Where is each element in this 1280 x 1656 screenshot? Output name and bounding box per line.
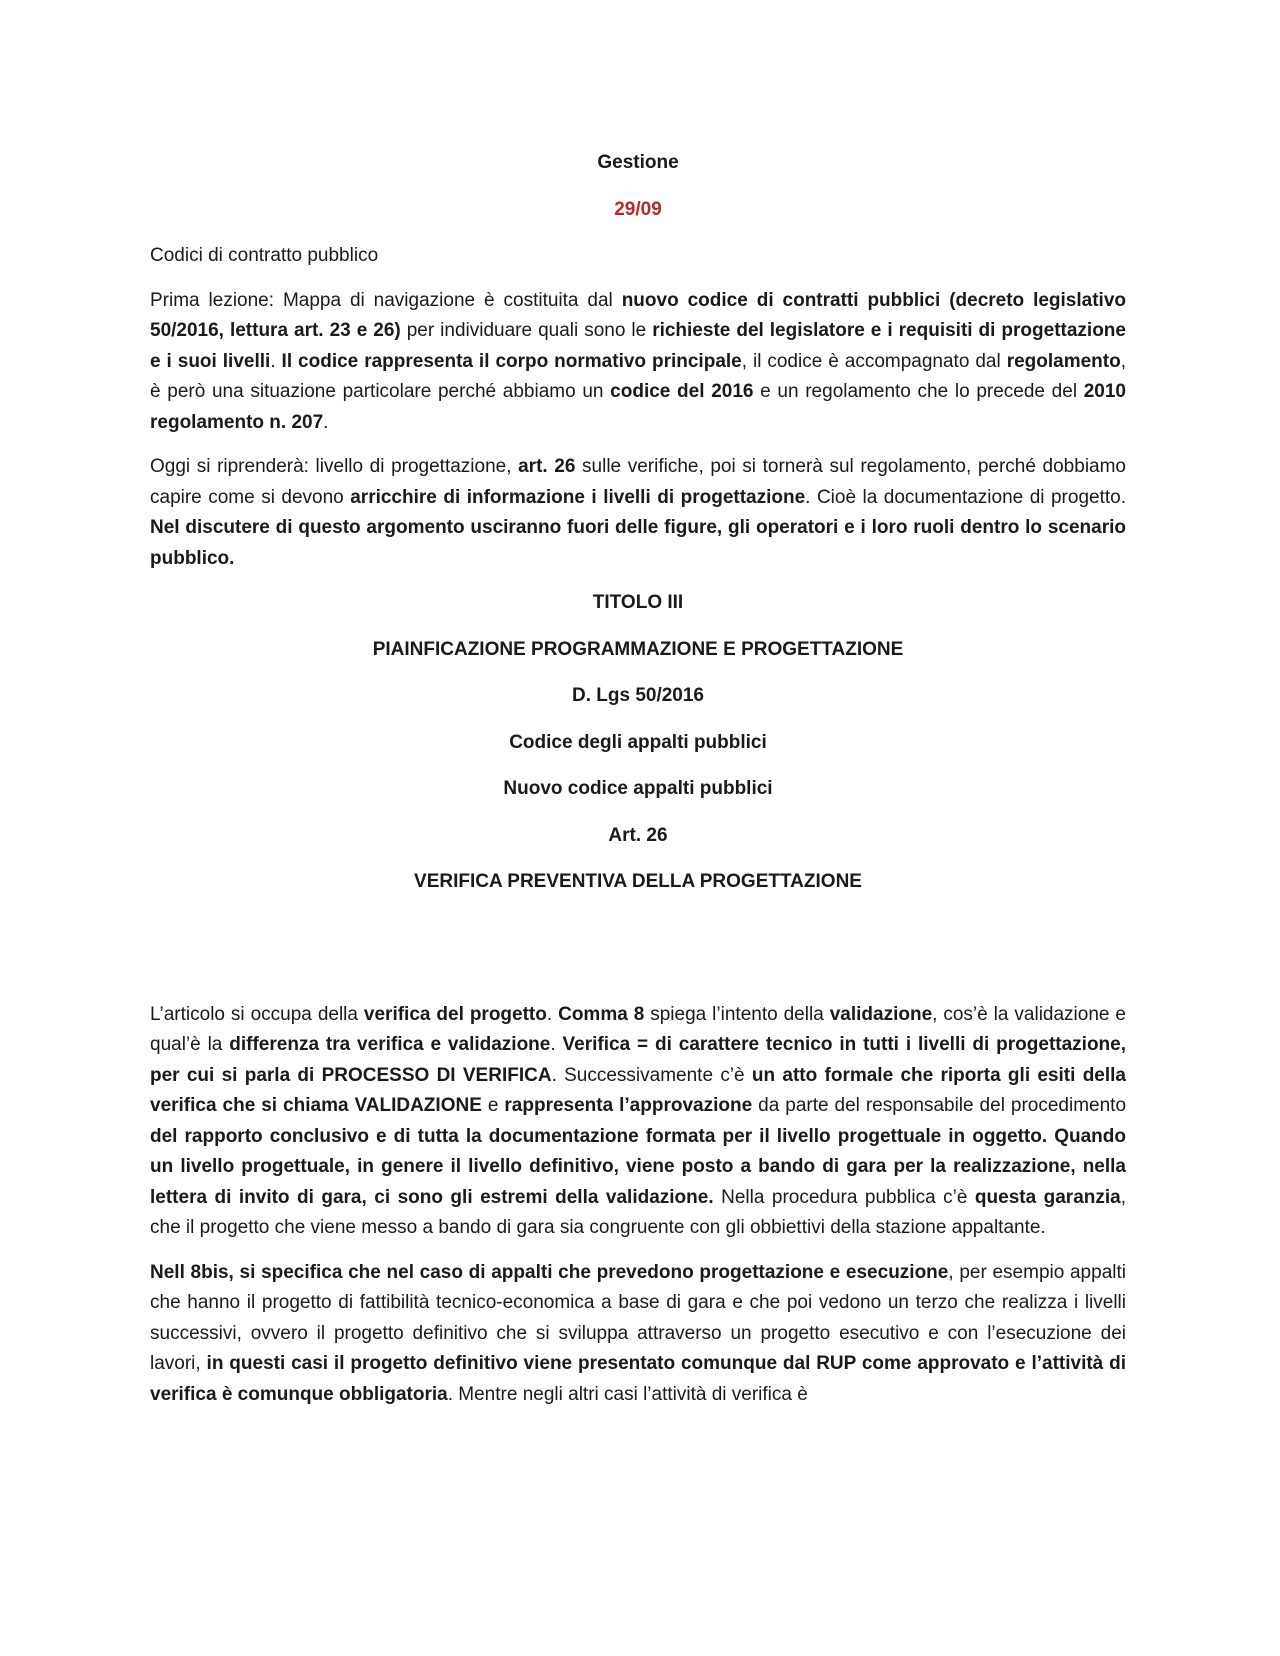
heading-verification: VERIFICA PREVENTIVA DELLA PROGETTAZIONE bbox=[414, 871, 862, 892]
p3-run: Comma 8 bbox=[558, 1003, 645, 1025]
p3-run: questa garanzia bbox=[974, 1186, 1121, 1208]
p3-run: , che il progetto che viene messo a bando di gara sia congruente con gli obbiettivi della stazione appaltante. bbox=[150, 1186, 1127, 1238]
heading-titolo: TITOLO III bbox=[592, 592, 684, 613]
p3-run: . Successivamente c’è bbox=[551, 1064, 752, 1086]
p1-run: . bbox=[323, 411, 329, 433]
p2-run: Nel discutere di questo argomento usciranno fuori delle figure, gli operatori e i loro ruoli dentro lo scenario pubblico. bbox=[150, 517, 1126, 569]
lesson-date: 29/09 bbox=[614, 198, 662, 220]
topic-line: Codici di contratto pubblico bbox=[150, 245, 379, 266]
p1-run: Il codice rappresenta il corpo normativo principale bbox=[281, 350, 742, 372]
p1-run: regolamento bbox=[1006, 350, 1121, 372]
p1-run: , il codice è accompagnato dal bbox=[741, 350, 1007, 372]
document-page bbox=[150, 148, 1126, 1424]
p3-run: , cos’è la validazione e qual’è la bbox=[150, 1003, 1126, 1055]
p1-run: richieste del legislatore e i requisiti di progettazione e i suoi livelli bbox=[150, 320, 1126, 372]
p3-run: validazione bbox=[829, 1003, 933, 1025]
heading-article: Art. 26 bbox=[608, 824, 668, 846]
p2-run: art. 26 bbox=[518, 456, 576, 477]
p3-run: L’articolo si occupa della bbox=[150, 1003, 364, 1025]
paragraph-8bis bbox=[150, 1258, 1126, 1411]
paragraph-intro bbox=[150, 286, 1126, 439]
p2-run: arricchire di informazione i livelli di progettazione bbox=[350, 486, 806, 508]
p3-run: spiega l’intento della bbox=[644, 1003, 830, 1025]
p3-run: Verifica = di carattere tecnico in tutti i livelli di progettazione, per cui si parla di PROCESSO DI VERIFICA bbox=[150, 1034, 1126, 1086]
p1-run: per individuare quali sono le bbox=[400, 320, 653, 341]
paragraph-article bbox=[150, 1000, 1126, 1244]
p3-run: differenza tra verifica e validazione bbox=[229, 1034, 551, 1055]
p2-run: Oggi si riprenderà: livello di progettazione, bbox=[150, 456, 519, 477]
p2-run: sulle verifiche, poi si tornerà sul regolamento, perché dobbiamo capire come si devono bbox=[150, 456, 1126, 508]
p3-run: Nella procedura pubblica c’è bbox=[713, 1186, 975, 1208]
p3-run: un atto formale che riporta gli esiti della verifica che si chiama VALIDAZIONE bbox=[150, 1064, 1126, 1116]
p3-run: . bbox=[550, 1034, 563, 1055]
p3-run: e bbox=[481, 1095, 505, 1116]
subject-heading: Gestione bbox=[597, 152, 679, 173]
paragraph-today bbox=[150, 452, 1126, 574]
p3-run: . bbox=[546, 1003, 559, 1025]
blank-space bbox=[150, 914, 1126, 1000]
p4-run: Nell 8bis, si specifica che nel caso di appalti che prevedono progettazione e esecuzione bbox=[150, 1261, 949, 1283]
p1-run: 2010 regolamento n. 207 bbox=[150, 381, 1127, 433]
p3-run: da parte del responsabile del procedimento bbox=[752, 1095, 1127, 1116]
p4-run: , per esempio appalti che hanno il progetto di fattibilità tecnico-economica a base di gara e che poi vedono un terzo che realizza i livelli successivi, ovvero il progetto definitivo che si sviluppa attraverso un progetto esecutivo e con l’esecuzione dei lavori, bbox=[150, 1261, 1126, 1374]
p1-run: . bbox=[270, 350, 282, 372]
p1-run: nuovo codice di contratti pubblici (decreto legislativo 50/2016, lettura art. 23 e 26) bbox=[150, 289, 1127, 341]
p1-run: codice del 2016 bbox=[610, 381, 754, 402]
p1-run: e un regolamento che lo precede del bbox=[753, 381, 1084, 402]
p1-run: Prima lezione: Mappa di navigazione è costituita dal bbox=[150, 289, 622, 311]
p3-run: del rapporto conclusivo e di tutta la documentazione formata per il livello progettuale in oggetto. Quando un livello progettuale, in genere il livello definitivo, viene posto a bando di gara per la realizzazione, nella lettera di invito di gara, ci sono gli estremi della validazione. bbox=[150, 1125, 1126, 1208]
p2-run: . Cioè la documentazione di progetto. bbox=[805, 486, 1126, 508]
p3-run: rappresenta l’approvazione bbox=[504, 1095, 753, 1116]
p4-run: . Mentre negli altri casi l’attività di verifica è bbox=[447, 1383, 808, 1405]
p3-run: verifica del progetto bbox=[363, 1003, 547, 1025]
heading-code: Codice degli appalti pubblici bbox=[509, 731, 767, 753]
p1-run: , è però una situazione particolare perché abbiamo un bbox=[150, 350, 1126, 402]
heading-new-code: Nuovo codice appalti pubblici bbox=[503, 778, 773, 799]
p4-run: in questi casi il progetto definitivo viene presentato comunque dal RUP come approvato e l’attività di verifica è comunque obbligatoria bbox=[150, 1353, 1126, 1405]
heading-title-section: PIAINFICAZIONE PROGRAMMAZIONE E PROGETTAZIONE bbox=[372, 638, 904, 660]
heading-decree: D. Lgs 50/2016 bbox=[571, 685, 705, 706]
